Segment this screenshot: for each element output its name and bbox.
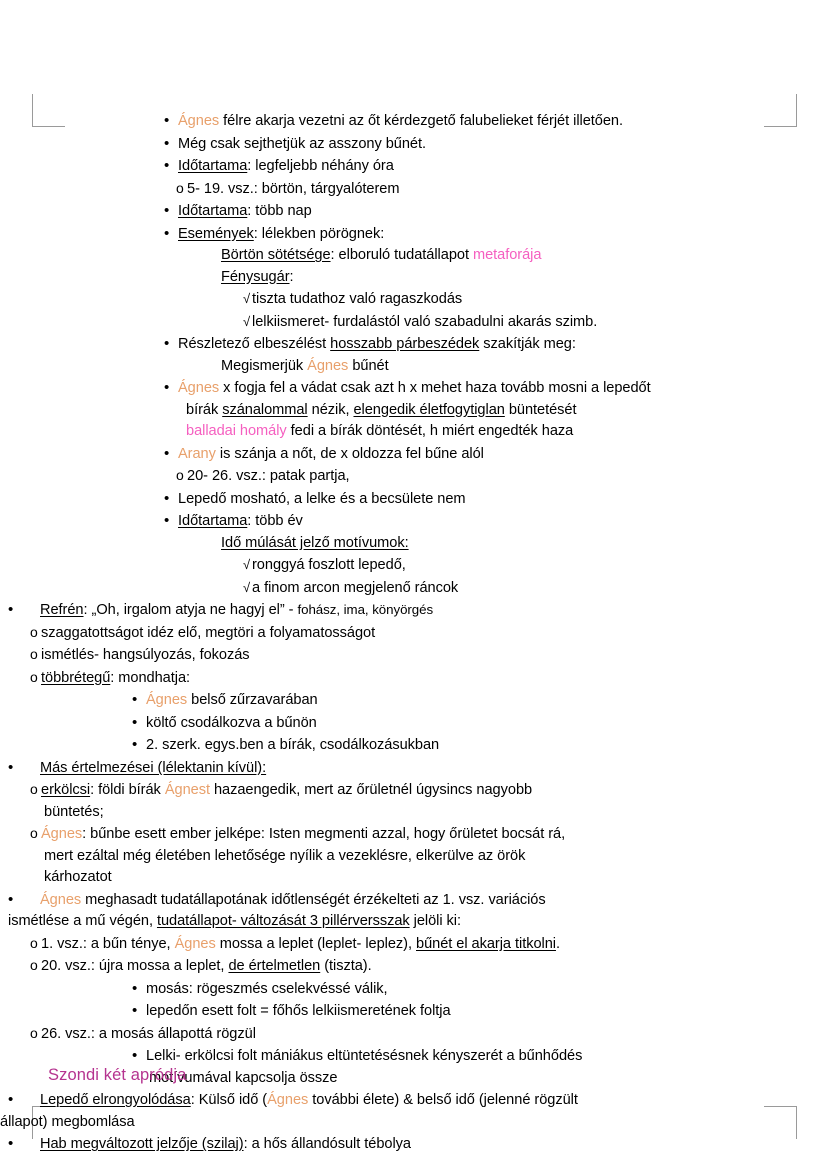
key-term: Börtön sötétsége	[221, 247, 331, 263]
list-item	[164, 510, 776, 533]
list-item	[0, 1112, 776, 1134]
bullet-dot-icon	[164, 110, 178, 132]
key-term: Refrén	[40, 602, 84, 618]
list-item-text: lelkiismeret- furdalástól való szabadulni akarás szimb.	[252, 313, 598, 330]
list-item	[186, 400, 776, 422]
bullet-dot-icon	[164, 377, 178, 399]
list-item-text: ronggyá foszlott lepedő,	[252, 557, 406, 573]
list-item	[44, 867, 776, 889]
list-item	[8, 911, 776, 933]
bullet-circle-icon	[30, 823, 41, 845]
list-item-text: állapot) megbomlása	[0, 1113, 135, 1130]
list-item-text-tail: jelöli ki:	[409, 913, 461, 929]
bullet-dot-icon	[164, 133, 178, 155]
highlight-agnes: Ágnes	[178, 113, 220, 129]
list-item	[164, 443, 776, 466]
list-item-text-tail: fohász, ima, könyörgés	[297, 602, 434, 617]
list-item	[221, 356, 776, 378]
list-item-text: : Külső idő (	[190, 1092, 268, 1108]
list-item-text: : lélekben pörögnek:	[253, 225, 385, 242]
list-item-text: ismétlése a mű végén,	[8, 913, 157, 929]
bullet-dot-icon	[132, 734, 146, 756]
list-item	[30, 667, 776, 690]
list-item	[221, 245, 776, 267]
list-item-text: : elboruló tudatállapot	[330, 247, 473, 263]
list-item	[8, 889, 776, 912]
check-tick-icon	[243, 577, 252, 599]
list-item-text: belső zűrzavarában	[187, 692, 318, 708]
bullet-dot-icon	[132, 1000, 146, 1022]
list-item-text: : bűnbe esett ember jelképe: Isten megmenti azzal, hogy őrületet bocsát rá,	[82, 826, 566, 842]
list-item-text-tail: büntetését	[504, 401, 577, 418]
bullet-dot-icon	[164, 155, 178, 177]
check-tick-icon	[243, 311, 252, 333]
list-item	[30, 622, 776, 645]
list-item-text: 20. vsz.: újra mossa a leplet,	[41, 958, 229, 974]
list-item-text: lepedőn esett folt = főhős lelkiismeretének foltja	[146, 1003, 451, 1019]
list-item	[164, 223, 776, 246]
list-item	[132, 978, 776, 1001]
bullet-circle-icon	[30, 622, 41, 644]
list-item	[221, 533, 776, 555]
highlight-agnes: Ágnes	[146, 692, 188, 708]
bullet-circle-icon	[176, 178, 187, 200]
list-item-text-mid: nézik,	[307, 401, 354, 418]
list-item	[243, 577, 776, 600]
key-term: de értelmetlen	[228, 958, 321, 974]
list-item	[164, 377, 776, 400]
list-item-text-tail: szakítják meg:	[479, 336, 576, 352]
list-item	[132, 734, 776, 757]
highlight-metafora: metaforája	[472, 247, 542, 263]
highlight-agnes: Ágnest	[164, 782, 210, 798]
bullet-circle-icon	[30, 1023, 41, 1045]
list-item-text-tail: (tiszta).	[320, 958, 372, 974]
list-item-text: :	[289, 268, 294, 285]
list-item	[44, 802, 776, 824]
list-item	[8, 599, 776, 622]
list-item	[30, 823, 776, 846]
list-item-text: : mondhatja:	[110, 669, 191, 686]
highlight-agnes: Ágnes	[40, 891, 82, 908]
list-item-text: Részletező elbeszélést	[178, 336, 331, 352]
section-heading-next-poem: Szondi két apródja	[48, 1066, 187, 1084]
list-item	[164, 155, 776, 178]
list-item	[44, 846, 776, 868]
bullet-circle-icon	[30, 779, 41, 801]
list-item	[164, 133, 776, 156]
check-tick-icon	[243, 288, 252, 310]
list-item	[149, 1068, 776, 1090]
key-term: tudatállapot- változását 3 pillérversszak	[156, 913, 410, 929]
list-item	[186, 421, 776, 443]
list-item-text: : több nap	[247, 203, 312, 219]
key-term: Időtartama	[178, 513, 248, 529]
bullet-dot-icon	[8, 1133, 40, 1155]
key-term: szánalommal	[222, 401, 308, 418]
list-item	[164, 488, 776, 511]
list-item-text: Megismerjük	[221, 357, 308, 374]
check-tick-icon	[243, 554, 252, 576]
list-item-text-tail: .	[555, 935, 560, 952]
list-item-text: 2. szerk. egys.ben a bírák, csodálkozásukban	[146, 737, 440, 753]
list-item-text: büntetés;	[44, 803, 104, 820]
bullet-dot-icon	[164, 510, 178, 532]
list-item	[243, 311, 776, 334]
list-item	[132, 712, 776, 735]
list-item-text: 20- 26. vsz.: patak partja,	[187, 468, 350, 484]
bullet-dot-icon	[164, 333, 178, 355]
bullet-dot-icon	[164, 200, 178, 222]
key-term: hosszabb párbeszédek	[330, 336, 480, 352]
bullet-dot-icon	[164, 223, 178, 245]
list-item-text: tiszta tudathoz való ragaszkodás	[252, 291, 463, 307]
bullet-dot-icon	[164, 488, 178, 510]
list-item	[132, 1000, 776, 1023]
list-item-text: bírák	[186, 401, 223, 418]
list-item	[164, 110, 776, 133]
list-item-text: is szánja a nőt, de x oldozza fel bűne alól	[215, 445, 484, 462]
list-item-text: a finom arcon megjelenő ráncok	[252, 579, 459, 596]
list-item	[8, 1133, 776, 1156]
list-item-text-tail: hazaengedik, mert az őrületnél úgysincs nagyobb	[209, 782, 533, 798]
list-item-text: Még csak sejthetjük az asszony bűnét.	[178, 135, 426, 152]
bullet-dot-icon	[8, 757, 40, 779]
key-term: Lepedő elrongyolódása	[40, 1092, 191, 1108]
list-item	[30, 644, 776, 667]
list-item	[8, 757, 776, 780]
list-item-text: félre akarja vezetni az őt kérdezgető falubelieket férjét illetően.	[219, 113, 623, 129]
list-item-text: motívumával kapcsolja össze	[149, 1069, 338, 1086]
list-item-text: Lelki- erkölcsi folt mániákus eltüntetésésnek kényszerét a bűnhődés	[146, 1048, 583, 1064]
key-term: erkölcsi	[41, 782, 91, 798]
bullet-circle-icon	[30, 644, 41, 666]
list-item-text: : „Oh, irgalom atyja ne hagyj el” -	[83, 602, 298, 618]
list-item-text: ismétlés- hangsúlyozás, fokozás	[41, 647, 250, 663]
key-term: Időtartama	[178, 158, 248, 174]
list-item-text: x fogja fel a vádat csak azt h x mehet haza tovább mosni a lepedőt	[219, 380, 651, 396]
highlight-agnes: Ágnes	[267, 1092, 309, 1108]
bullet-dot-icon	[8, 599, 40, 621]
list-item-text: : több év	[247, 513, 303, 529]
highlight-balladai-homaly: balladai homály	[186, 423, 287, 439]
list-item	[8, 1089, 776, 1112]
highlight-agnes: Ágnes	[41, 826, 83, 842]
key-term: Idő múlását jelző motívumok:	[221, 534, 409, 551]
list-item	[30, 955, 776, 978]
list-item	[176, 465, 776, 488]
list-item-text: szaggatottságot idéz elő, megtöri a folyamatosságot	[41, 624, 376, 641]
bullet-dot-icon	[164, 443, 178, 465]
list-item-text: 26. vsz.: a mosás állapottá rögzül	[41, 1025, 256, 1042]
list-item-text: meghasadt tudatállapotának időtlenségét érzékelteti az 1. vsz. variációs	[81, 891, 546, 908]
highlight-agnes: Ágnes	[174, 935, 216, 952]
list-item	[30, 933, 776, 956]
bullet-dot-icon	[8, 1089, 40, 1111]
list-item-text: mosás: rögeszmés cselekvéssé válik,	[146, 980, 388, 997]
list-item-text: 5- 19. vsz.: börtön, tárgyalóterem	[187, 180, 400, 197]
list-item	[132, 689, 776, 712]
list-item	[176, 178, 776, 201]
key-term: többrétegű	[41, 669, 111, 686]
highlight-agnes: Ágnes	[178, 380, 220, 396]
key-term: elengedik életfogytiglan	[353, 401, 505, 418]
key-term: Hab megváltozott jelzője (szilaj)	[40, 1136, 244, 1152]
bullet-circle-icon	[30, 933, 41, 955]
list-item-text: kárhozatot	[44, 869, 112, 885]
list-item-text: költő csodálkozva a bűnön	[146, 714, 317, 731]
key-term: Események	[178, 225, 254, 242]
bullet-circle-icon	[30, 667, 41, 689]
highlight-agnes: Ágnes	[307, 357, 349, 374]
list-item-text: mert ezáltal még életében lehetősége nyílik a vezeklésre, elkerülve az örök	[44, 847, 526, 864]
bullet-circle-icon	[30, 955, 41, 977]
key-term: Más értelmezései (lélektanin kívül):	[40, 759, 267, 776]
list-item	[164, 333, 776, 356]
list-item-text: : a hős állandósult tébolya	[243, 1136, 411, 1152]
list-item-text-tail: további élete) & belső idő (jelenné rögzült	[308, 1092, 578, 1108]
list-item	[30, 779, 776, 802]
bullet-circle-icon	[176, 465, 187, 487]
list-item-text: fedi a bírák döntését, h miért engedték haza	[286, 423, 574, 439]
list-item-text: : földi bírák	[90, 782, 165, 798]
list-item	[132, 1045, 776, 1068]
list-item-text: : legfeljebb néhány óra	[247, 158, 394, 174]
list-item	[30, 1023, 776, 1046]
list-item	[243, 554, 776, 577]
key-term: Időtartama	[178, 203, 248, 219]
crop-mark-top-left	[32, 94, 65, 127]
list-item-text: Lepedő mosható, a lelke és a becsülete nem	[178, 490, 466, 507]
bullet-dot-icon	[132, 712, 146, 734]
list-item-text-tail: bűnét	[348, 357, 389, 374]
key-term: Fénysugár	[221, 268, 290, 285]
notes-content	[0, 110, 776, 1156]
key-term: bűnét el akarja titkolni	[416, 935, 556, 952]
list-item-text-mid: mossa a leplet (leplet- leplez),	[215, 935, 416, 952]
list-item	[164, 200, 776, 223]
highlight-arany: Arany	[178, 445, 216, 462]
bullet-dot-icon	[132, 1045, 146, 1067]
bullet-dot-icon	[132, 978, 146, 1000]
bullet-dot-icon	[132, 689, 146, 711]
list-item	[221, 267, 776, 289]
list-item-text: 1. vsz.: a bűn ténye,	[41, 935, 175, 952]
bullet-dot-icon	[8, 889, 40, 911]
list-item	[243, 288, 776, 311]
